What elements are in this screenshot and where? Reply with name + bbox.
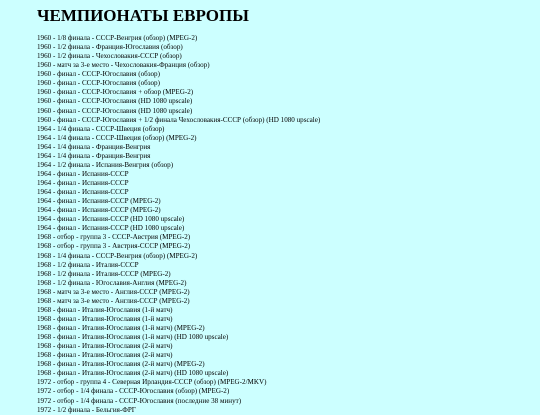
match-link[interactable]: 1968 - 1/2 финала - Югославия-Англия (MPEG-2) [37, 278, 187, 287]
match-link[interactable]: 1968 - финал - Италия-Югославия (2-й матч) (MPEG-2) [37, 360, 205, 369]
match-link[interactable]: 1968 - финал - Италия-Югославия (2-й матч) [37, 342, 173, 351]
match-link[interactable]: 1972 - отбор - 1/4 финала - СССР-Югославия (последние 38 минут) [37, 396, 242, 405]
match-link[interactable]: 1960 - матч за 3-е место - Чехословакия-Франция (обзор) [37, 61, 210, 70]
match-link[interactable]: 1964 - 1/4 финала - СССР-Швеция (обзор) (MPEG-2) [37, 133, 197, 142]
match-link[interactable]: 1964 - финал - Испания-СССР [37, 179, 129, 187]
page-content [37, 0, 537, 415]
match-link[interactable]: 1964 - финал - Испания-СССР (HD 1080 upscale) [37, 224, 185, 233]
match-link[interactable]: 1960 - финал - СССР-Югославия + обзор (MPEG-2) [37, 88, 194, 97]
match-list [37, 34, 537, 415]
match-link[interactable]: 1964 - 1/4 финала - СССР-Швеция (обзор) [37, 124, 165, 133]
match-link[interactable]: 1968 - финал - Италия-Югославия (2-й матч) [37, 351, 173, 360]
match-link[interactable]: 1960 - финал - СССР-Югославия (HD 1080 upscale) [37, 97, 193, 106]
page-title: ЧЕМПИОНАТЫ ЕВРОПЫ [37, 6, 249, 25]
match-link[interactable]: 1960 - 1/8 финала - СССР-Венгрия (обзор) (MPEG-2) [37, 34, 198, 42]
match-link[interactable]: 1968 - финал - Италия-Югославия (1-й матч) [37, 305, 173, 314]
match-link[interactable]: 1972 - отбор - 1/4 финала - СССР-Югославия (обзор) (MPEG-2) [37, 387, 230, 396]
match-link[interactable]: 1964 - 1/2 финала - Испания-Венгрия (обзор) [37, 160, 174, 169]
match-link[interactable]: 1968 - финал - Италия-Югославия (1-й матч) (MPEG-2) [37, 324, 205, 332]
match-link[interactable]: 1968 - отбор - группа 3 - СССР-Австрия (MPEG-2) [37, 233, 191, 242]
match-link[interactable]: 1968 - финал - Италия-Югославия (1-й матч) (HD 1080 upscale) [37, 333, 229, 342]
match-link[interactable]: 1968 - финал - Италия-Югославия (2-й матч) (HD 1080 upscale) [37, 369, 229, 378]
match-link[interactable]: 1964 - финал - Испания-СССР (HD 1080 upscale) [37, 215, 185, 224]
match-link[interactable]: 1968 - 1/2 финала - Италия-СССР [37, 260, 139, 269]
match-link[interactable]: 1964 - 1/4 финала - Франция-Венгрия [37, 142, 151, 151]
match-link[interactable]: 1960 - финал - СССР-Югославия (HD 1080 upscale) [37, 106, 193, 115]
match-link[interactable]: 1960 - финал - СССР-Югославия (обзор) [37, 70, 160, 79]
match-link[interactable]: 1968 - отбор - группа 3 - Австрия-СССР (MPEG-2) [37, 242, 191, 251]
match-link[interactable]: 1968 - финал - Италия-Югославия (1-й матч) [37, 314, 173, 323]
match-link[interactable]: 1960 - 1/2 финала - Чехословакия-СССР (обзор) [37, 52, 182, 61]
match-link[interactable]: 1964 - финал - Испания-СССР (MPEG-2) [37, 197, 161, 206]
match-link[interactable]: 1964 - финал - Испания-СССР (MPEG-2) [37, 206, 161, 215]
match-link[interactable]: 1972 - 1/2 финала - Бельгия-ФРГ [37, 405, 136, 414]
match-link[interactable]: 1964 - 1/4 финала - Франция-Венгрия [37, 151, 151, 160]
match-link[interactable]: 1968 - матч за 3-е место - Англия-СССР (MPEG-2) [37, 296, 190, 305]
match-link[interactable]: 1960 - финал - СССР-Югославия + 1/2 финала Чехословакия-СССР (обзор) (HD 1080 upscale) [37, 115, 321, 124]
match-link[interactable]: 1964 - финал - Испания-СССР [37, 188, 129, 197]
match-link[interactable]: 1972 - отбор - группа 4 - Северная Ирландия-СССР (обзор) (MPEG-2/MKV) [37, 378, 267, 387]
match-link[interactable]: 1960 - финал - СССР-Югославия (обзор) [37, 79, 160, 88]
match-link[interactable]: 1964 - финал - Испания-СССР [37, 169, 129, 178]
match-link[interactable]: 1960 - 1/2 финала - Франция-Югославия (обзор) [37, 43, 183, 52]
match-link[interactable]: 1968 - 1/4 финала - СССР-Венгрия (обзор) (MPEG-2) [37, 251, 198, 260]
match-link[interactable]: 1968 - матч за 3-е место - Англия-СССР (MPEG-2) [37, 287, 190, 296]
match-link[interactable]: 1968 - 1/2 финала - Италия-СССР (MPEG-2) [37, 269, 171, 278]
